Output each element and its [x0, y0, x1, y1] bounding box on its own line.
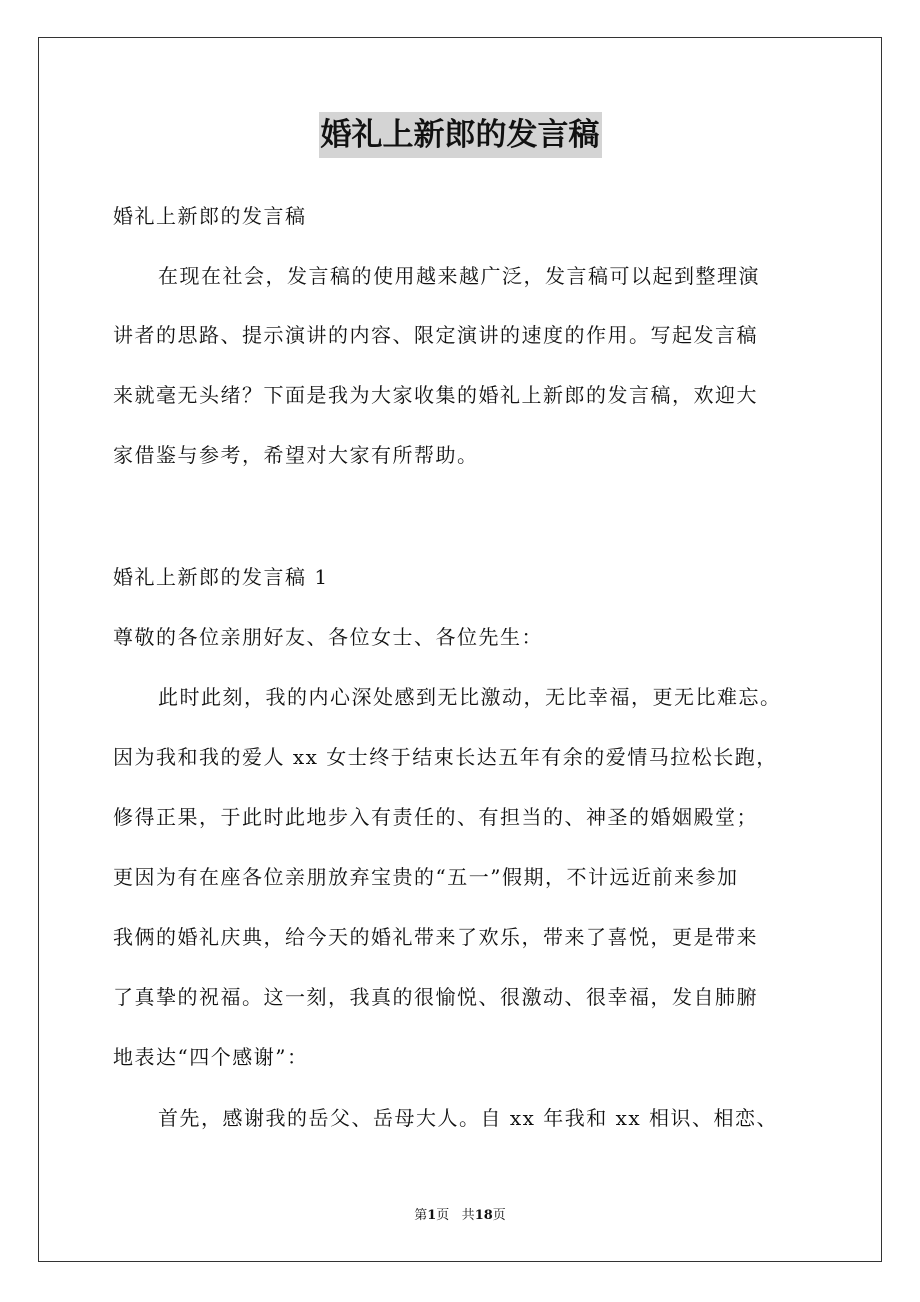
subtitle-line: 婚礼上新郎的发言稿: [113, 204, 307, 228]
paragraph-line: 来就毫无头绪？下面是我为大家收集的婚礼上新郎的发言稿，欢迎大: [113, 383, 758, 407]
footer-page-number: 1: [427, 1208, 437, 1223]
paragraph-line: 此时此刻，我的内心深处感到无比激动，无比幸福，更无比难忘。: [158, 685, 782, 709]
footer-prefix: 第: [414, 1208, 428, 1223]
paragraph-line: 我俩的婚礼庆典，给今天的婚礼带来了欢乐，带来了喜悦，更是带来: [113, 925, 758, 949]
footer-page-suffix: 页: [436, 1208, 450, 1223]
paragraph-line: 在现在社会，发言稿的使用越来越广泛，发言稿可以起到整理演: [158, 264, 760, 288]
paragraph-line: 地表达“四个感谢”：: [113, 1045, 309, 1069]
page-footer: [0, 1207, 920, 1225]
document-title: 婚礼上新郎的发言稿: [319, 112, 602, 158]
paragraph-line: 修得正果，于此时此地步入有责任的、有担当的、神圣的婚姻殿堂；: [113, 805, 758, 829]
paragraph-line: 家借鉴与参考，希望对大家有所帮助。: [113, 443, 479, 467]
paragraph-line: 了真挚的祝福。这一刻，我真的很愉悦、很激动、很幸福，发自肺腑: [113, 985, 758, 1009]
footer-total-prefix: 共: [461, 1208, 475, 1223]
title-container: [0, 112, 920, 158]
section-heading: 婚礼上新郎的发言稿 1: [113, 565, 329, 589]
paragraph-line: 更因为有在座各位亲朋放弃宝贵的“五一”假期，不计远近前来参加: [113, 865, 739, 889]
paragraph-line: 因为我和我的爱人 xx 女士终于结束长达五年有余的爱情马拉松长跑，: [113, 745, 778, 769]
footer-total-suffix: 页: [492, 1208, 506, 1223]
footer-total-pages: 18: [474, 1208, 493, 1223]
paragraph-line: 首先，感谢我的岳父、岳母大人。自 xx 年我和 xx 相识、相恋、: [158, 1106, 779, 1130]
paragraph-line: 讲者的思路、提示演讲的内容、限定演讲的速度的作用。写起发言稿: [113, 323, 758, 347]
salutation-line: 尊敬的各位亲朋好友、各位女士、各位先生：: [113, 625, 543, 649]
